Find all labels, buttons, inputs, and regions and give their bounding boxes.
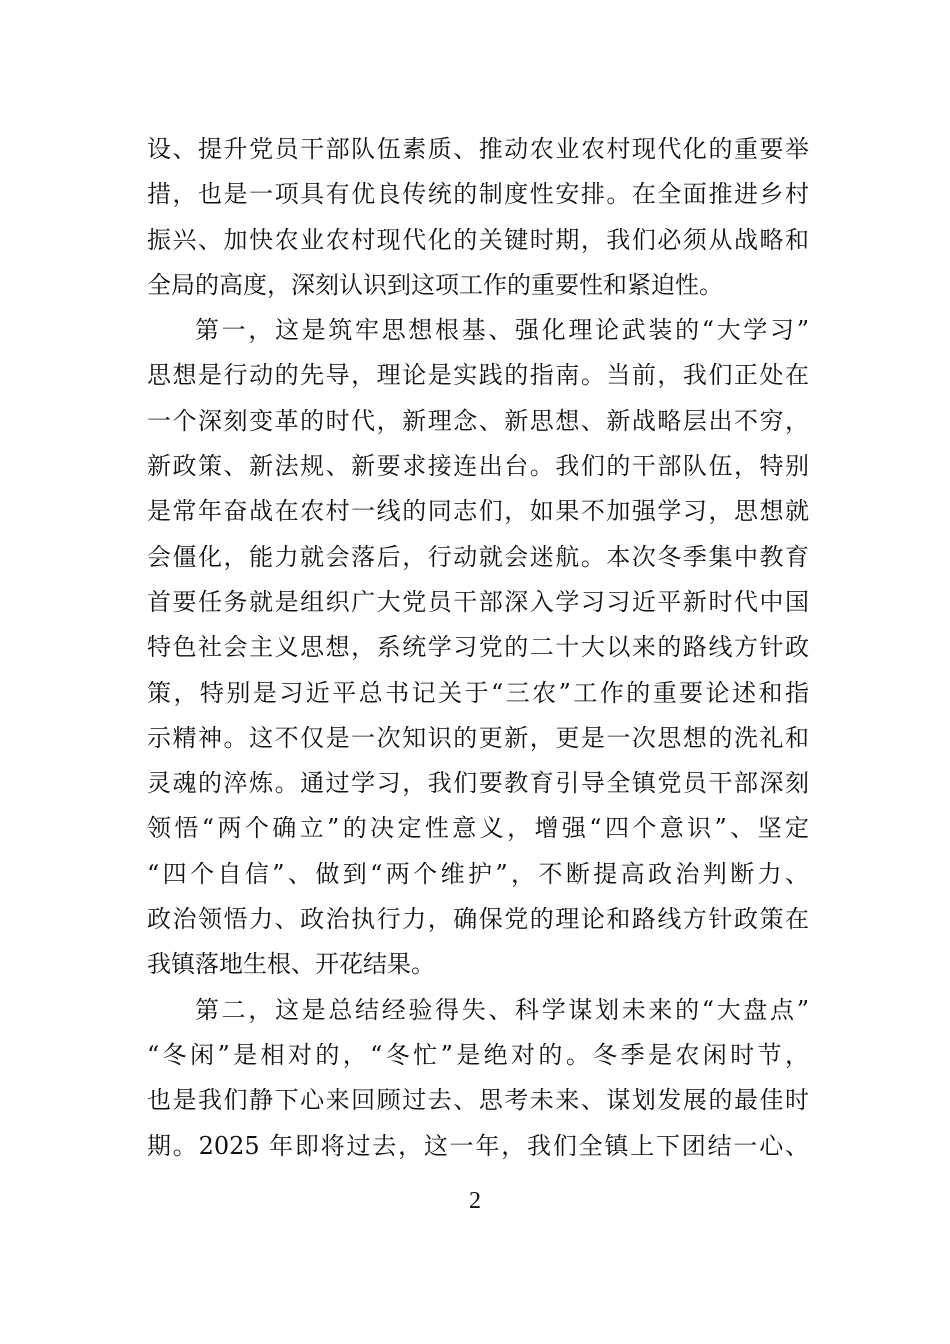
section-heading-2: 第二，这是总结经验得失、科学谋划未来的“大盘点” bbox=[195, 995, 809, 1024]
text-line: 策，特别是习近平总书记关于“三农”工作的重要论述和指 bbox=[147, 678, 809, 707]
text-line: 新政策、新法规、新要求接连出台。我们的干部队伍，特别 bbox=[147, 452, 809, 481]
text-line: 也是我们静下心来回顾过去、思考未来、谋划发展的最佳时 bbox=[147, 1086, 809, 1115]
text-line: 领悟“两个确立”的决定性意义，增强“四个意识”、坚定 bbox=[147, 814, 809, 843]
text-line: 政治领悟力、政治执行力，确保党的理论和路线方针政策在 bbox=[147, 905, 809, 934]
text-line: 是常年奋战在农村一线的同志们，如果不加强学习，思想就 bbox=[147, 497, 809, 526]
text-line: 振兴、加快农业农村现代化的关键时期，我们必须从战略和 bbox=[147, 225, 809, 254]
section-heading-1: 第一，这是筑牢思想根基、强化理论武装的“大学习” bbox=[195, 316, 809, 345]
text-line: “冬闲”是相对的，“冬忙”是绝对的。冬季是农闲时节， bbox=[147, 1040, 809, 1069]
text-line: 我镇落地生根、开花结果。 bbox=[147, 950, 435, 979]
text-line: 特色社会主义思想，系统学习党的二十大以来的路线方针政 bbox=[147, 633, 809, 662]
text-line: “四个自信”、做到“两个维护”，不断提高政治判断力、 bbox=[147, 859, 809, 888]
page-number: 2 bbox=[469, 1188, 481, 1214]
text-line: 思想是行动的先导，理论是实践的指南。当前，我们正处在 bbox=[147, 361, 809, 390]
text-line: 会僵化，能力就会落后，行动就会迷航。本次冬季集中教育 bbox=[147, 542, 809, 571]
text-line: 设、提升党员干部队伍素质、推动农业农村现代化的重要举 bbox=[147, 135, 809, 163]
text-line: 示精神。这不仅是一次知识的更新，更是一次思想的洗礼和 bbox=[147, 723, 809, 752]
text-line: 灵魂的淬炼。通过学习，我们要教育引导全镇党员干部深刻 bbox=[147, 769, 809, 798]
text-line: 一个深刻变革的时代，新理念、新思想、新战略层出不穷， bbox=[147, 406, 809, 435]
text-line: 期。2025 年即将过去，这一年，我们全镇上下团结一心、 bbox=[147, 1131, 809, 1160]
document-body bbox=[147, 127, 809, 1169]
text-line: 全局的高度，深刻认识到这项工作的重要性和紧迫性。 bbox=[147, 270, 723, 299]
text-line: 首要任务就是组织广大党员干部深入学习习近平新时代中国 bbox=[147, 587, 809, 616]
text-line: 措，也是一项具有优良传统的制度性安排。在全面推进乡村 bbox=[147, 180, 809, 209]
